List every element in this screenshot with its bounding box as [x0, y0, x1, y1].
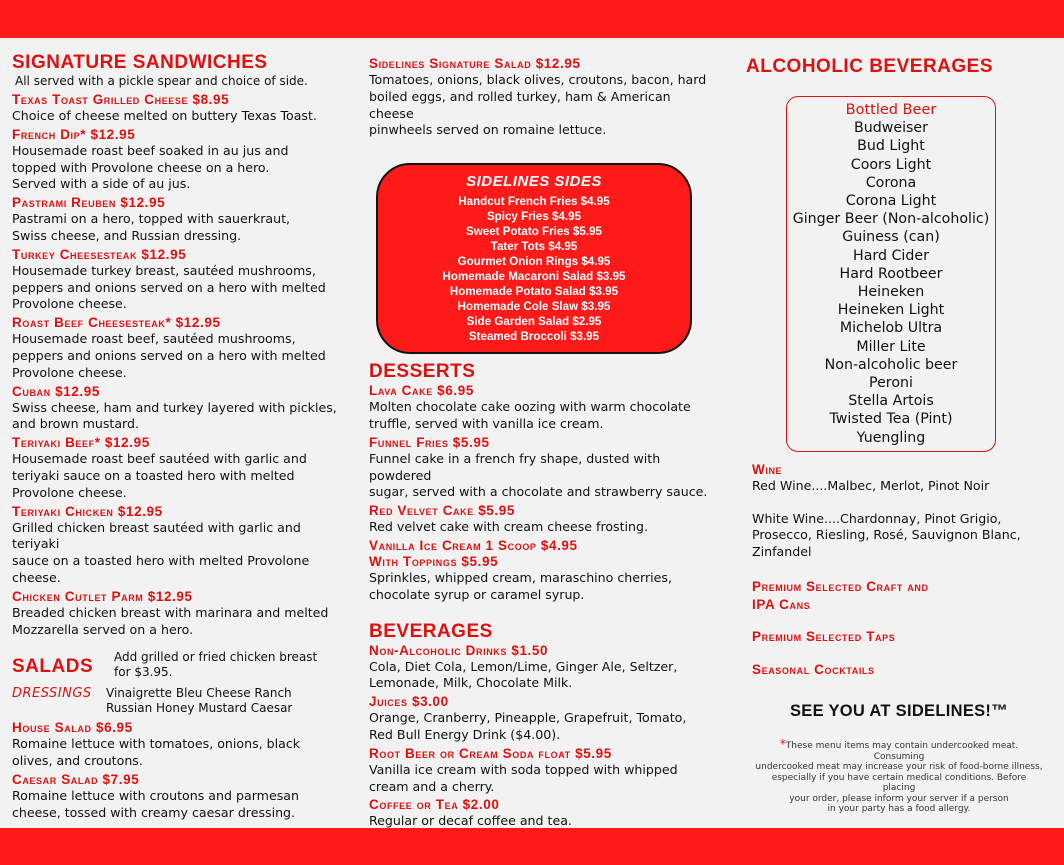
- beer-item: Corona: [865, 174, 917, 191]
- menu-item-desc: Breaded chicken breast with marinara and melted: [12, 604, 329, 620]
- disclaimer-line: These menu items may contain undercooked meat. Consuming: [785, 741, 1019, 762]
- menu-item-desc: topped with Provolone cheese on a hero.: [12, 159, 270, 175]
- sandwiches-subtitle: All served with a pickle spear and choice of side.: [15, 74, 308, 88]
- salads-header: [12, 650, 352, 680]
- menu-item-name: Chicken Cutlet Parm $12.95: [12, 588, 193, 604]
- beer-item: Corona Light: [845, 193, 937, 210]
- side-item: Steamed Broccoli $3.95: [468, 330, 600, 344]
- selected-taps: Premium Selected Taps: [752, 629, 896, 645]
- menu-item: [369, 797, 719, 830]
- sides-box: [376, 163, 692, 354]
- sandwich-list: [12, 92, 352, 638]
- side-item: Homemade Cole Slaw $3.95: [457, 300, 611, 314]
- beer-item: Budweiser: [854, 120, 928, 137]
- beer-item: Bud Light: [857, 138, 925, 155]
- salads-addon-line: for $3.95.: [114, 665, 173, 680]
- seasonal-cocktails: Seasonal Cocktails: [752, 662, 875, 678]
- menu-item-desc: olives, and croutons.: [12, 753, 143, 769]
- menu-item-name: Caesar Salad $7.95: [12, 771, 140, 787]
- text-line: Premium Selected Craft and: [752, 579, 929, 595]
- menu-item-desc: truffle, served with vanilla ice cream.: [369, 415, 604, 431]
- menu-item-desc: Funnel cake in a french fry shape, dusted with powdered: [369, 450, 661, 483]
- disclaimer-line: especially if you have certain medical conditions. Before placing: [771, 772, 1027, 794]
- beer-item: Heineken Light: [837, 302, 945, 319]
- menu-item-name: Funnel Fries $5.95: [369, 434, 490, 450]
- menu-item-desc: Housemade roast beef soaked in au jus and: [12, 142, 289, 158]
- side-item: Homemade Potato Salad $3.95: [449, 285, 619, 299]
- menu-item-desc: Served with a side of au jus.: [12, 176, 191, 192]
- beverages-title: BEVERAGES: [369, 620, 493, 642]
- menu-item-name: Pastrami Reuben $12.95: [12, 195, 166, 211]
- menu-item-desc: Vanilla ice cream with soda topped with whipped: [369, 761, 678, 777]
- menu-item: [12, 92, 352, 125]
- side-item: Tater Tots $4.95: [490, 240, 578, 254]
- menu-item-desc: sauce on a toasted hero with melted Provolone cheese.: [12, 553, 310, 585]
- beer-item: Yuengling: [856, 429, 926, 446]
- disclaimer-line: in your party has a food allergy.: [827, 804, 971, 815]
- beer-item: Ginger Beer (Non-alcoholic): [792, 211, 990, 228]
- white-wine: [752, 511, 1044, 561]
- menu-item-desc: Housemade roast beef, sautéed mushrooms,: [12, 331, 296, 347]
- text-line: White Wine....Chardonnay, Pinot Grigio,: [752, 510, 1002, 526]
- menu-item-desc: Sprinkles, whipped cream, maraschino cherries,: [369, 569, 672, 585]
- side-item: Handcut French Fries $4.95: [458, 195, 610, 209]
- menu-item: [12, 435, 352, 501]
- menu-item: [12, 504, 352, 587]
- dressings-line: Vinaigrette Bleu Cheese Ranch: [106, 686, 292, 701]
- menu-item-desc: peppers and onions served on a hero with melted: [12, 347, 326, 363]
- text-line: boiled eggs, and rolled turkey, ham & American cheese: [369, 88, 671, 121]
- menu-item-name: Juices $3.00: [369, 694, 449, 710]
- disclaimer-star: *: [779, 737, 786, 752]
- dressings-line: Russian Honey Mustard Caesar: [106, 701, 293, 716]
- text-line: Zinfandel: [752, 544, 812, 560]
- side-item: Gourmet Onion Rings $4.95: [457, 255, 611, 269]
- disclaimer-line-first: [754, 739, 1044, 762]
- side-item: Side Garden Salad $2.95: [466, 315, 602, 329]
- salads-title: SALADS: [12, 656, 94, 678]
- menu-item-desc: and brown mustard.: [12, 416, 140, 432]
- text-line: Prosecco, Riesling, Rosé, Sauvignon Blanc,: [752, 527, 1021, 543]
- side-item: Homemade Macaroni Salad $3.95: [442, 270, 626, 284]
- menu-item: [12, 720, 352, 770]
- menu-item: [369, 538, 719, 604]
- menu-item: [369, 694, 719, 744]
- beer-item: Coors Light: [850, 156, 932, 173]
- menu-item-desc: Red velvet cake with cream cheese frosting.: [369, 519, 649, 535]
- menu-item-desc: Housemade turkey breast, sautéed mushrooms,: [12, 262, 316, 278]
- craft-cans: [752, 578, 1044, 614]
- menu-item-desc: teriyaki sauce on a toasted hero with melted: [12, 467, 295, 483]
- dessert-list: [369, 383, 719, 603]
- menu-item-name: Root Beer or Cream Soda float $5.95: [369, 745, 612, 761]
- disclaimer: [754, 739, 1044, 815]
- salads-addon-line: Add grilled or fried chicken breast: [114, 650, 318, 665]
- menu-item-name: Cuban $12.95: [12, 383, 100, 399]
- beverage-list: [369, 643, 719, 831]
- menu-item-desc: Romaine lettuce with croutons and parmesan: [12, 787, 299, 803]
- disclaimer-line: undercooked meat may increase your risk of food-borne illness,: [755, 762, 1043, 773]
- menu-item: [12, 195, 352, 245]
- signature-salad-desc: [369, 72, 719, 139]
- menu-item-desc: peppers and onions served on a hero with melted: [12, 279, 326, 295]
- beer-item: Heineken: [857, 284, 925, 301]
- beer-item: Hard Rootbeer: [839, 265, 943, 282]
- menu-item-desc: Swiss cheese, ham and turkey layered with pickles,: [12, 399, 337, 415]
- side-item: Sweet Potato Fries $5.95: [466, 225, 602, 239]
- beer-item: Hard Cider: [853, 247, 929, 264]
- bottled-beer-title: Bottled Beer: [845, 102, 937, 118]
- column-middle: [369, 56, 719, 830]
- wine-title: Wine: [752, 461, 783, 477]
- beer-item: Miller Lite: [856, 338, 926, 355]
- menu-item-desc: Pastrami on a hero, topped with sauerkraut,: [12, 211, 291, 227]
- menu-item: [369, 383, 719, 433]
- menu-item-name: Lava Cake $6.95: [369, 383, 474, 399]
- menu-item: [369, 643, 719, 693]
- menu-item-name: Teriyaki Chicken $12.95: [12, 503, 163, 519]
- menu-item-name: House Salad $6.95: [12, 720, 133, 736]
- menu-item: [12, 772, 352, 822]
- menu-item-name: Teriyaki Beef* $12.95: [12, 435, 150, 451]
- tagline: SEE YOU AT SIDELINES!™: [789, 702, 1009, 721]
- beer-list: [787, 119, 995, 447]
- menu-item-name: French Dip* $12.95: [12, 126, 136, 142]
- menu-item-desc: Provolone cheese.: [12, 484, 127, 500]
- signature-salad-name: Sidelines Signature Salad $12.95: [369, 56, 581, 71]
- alcohol-title: ALCOHOLIC BEVERAGES: [746, 56, 994, 77]
- menu-item-desc: Provolone cheese.: [12, 364, 127, 380]
- disclaimer-rest: [754, 762, 1044, 815]
- menu-item-desc: Romaine lettuce with tomatoes, onions, black: [12, 736, 301, 752]
- dressings-list: [106, 686, 292, 716]
- column-right: [744, 56, 1044, 815]
- menu-item-desc: Provolone cheese.: [12, 296, 127, 312]
- menu-item-name: Vanilla Ice Cream 1 Scoop $4.95: [369, 537, 578, 553]
- menu-item-desc: cream and a cherry.: [369, 778, 495, 794]
- menu-item-desc: Molten chocolate cake oozing with warm chocolate: [369, 399, 691, 415]
- menu-item: [12, 127, 352, 193]
- beer-item: Peroni: [869, 375, 913, 392]
- column-left: [12, 52, 352, 822]
- beer-item: Guiness (can): [842, 229, 940, 246]
- menu-item-desc: chocolate syrup or caramel syrup.: [369, 586, 585, 602]
- text-line: Tomatoes, onions, black olives, croutons, bacon, hard: [369, 72, 707, 87]
- menu-item-name: With Toppings $5.95: [369, 553, 499, 569]
- menu-item: [12, 589, 352, 639]
- menu-item: [12, 384, 352, 434]
- menu-item: [369, 503, 719, 536]
- menu-item-name: Coffee or Tea $2.00: [369, 797, 500, 813]
- dressings-label: DRESSINGS: [12, 686, 92, 702]
- menu-item-desc: Choice of cheese melted on buttery Texas Toast.: [12, 108, 317, 123]
- menu-item-desc: Orange, Cranberry, Pineapple, Grapefruit, Tomato,: [369, 710, 687, 726]
- bottled-beer-box: [786, 96, 996, 452]
- beer-item: Non-alcoholic beer: [824, 356, 958, 373]
- top-red-bar: [0, 0, 1064, 38]
- menu-item-desc: Housemade roast beef sautéed with garlic and: [12, 451, 307, 467]
- menu-item-desc: Lemonade, Milk, Chocolate Milk.: [369, 675, 573, 691]
- beer-item: Michelob Ultra: [839, 320, 943, 337]
- beer-item: Twisted Tea (Pint): [829, 411, 953, 428]
- disclaimer-line: your order, please inform your server if a person: [789, 793, 1009, 804]
- bottom-red-bar: [0, 828, 1064, 865]
- beer-item: Stella Artois: [848, 393, 934, 410]
- menu-item-desc: Mozzarella served on a hero.: [12, 621, 194, 637]
- menu-item-desc: cheese, tossed with creamy caesar dressing.: [12, 804, 296, 820]
- sandwiches-title: SIGNATURE SANDWICHES: [12, 52, 268, 73]
- wine-section: [752, 462, 1044, 678]
- sides-title: SIDELINES SIDES: [466, 173, 602, 191]
- menu-item-name: Roast Beef Cheesesteak* $12.95: [12, 315, 221, 331]
- menu-item-desc: Grilled chicken breast sautéed with garlic and teriyaki: [12, 519, 301, 552]
- menu-item: [12, 247, 352, 313]
- text-line: pinwheels served on romaine lettuce.: [369, 122, 607, 138]
- red-wine: Red Wine....Malbec, Merlot, Pinot Noir: [752, 477, 990, 493]
- menu-item-desc: Swiss cheese, and Russian dressing.: [12, 227, 242, 243]
- menu-item-name: Red Velvet Cake $5.95: [369, 503, 515, 519]
- menu-item: [369, 746, 719, 796]
- menu-item: [369, 435, 719, 501]
- menu-item-name: Turkey Cheesesteak $12.95: [12, 246, 187, 262]
- menu-item-desc: Regular or decaf coffee and tea.: [369, 813, 572, 829]
- side-item: Spicy Fries $4.95: [486, 210, 582, 224]
- menu-item-name: Texas Toast Grilled Cheese $8.95: [12, 92, 230, 107]
- salad-list: [12, 720, 352, 821]
- desserts-title: DESSERTS: [369, 361, 476, 383]
- menu-item-name: Non-Alcoholic Drinks $1.50: [369, 642, 549, 658]
- salads-addon: [114, 650, 317, 680]
- sides-list: [378, 194, 690, 344]
- menu-item-desc: Red Bull Energy Drink ($4.00).: [369, 726, 561, 742]
- menu-item-desc: Cola, Diet Cola, Lemon/Lime, Ginger Ale, Seltzer,: [369, 658, 678, 674]
- menu-item-desc: sugar, served with a chocolate and strawberry sauce.: [369, 484, 708, 500]
- menu-item: [12, 315, 352, 381]
- text-line: IPA Cans: [752, 597, 811, 613]
- dressings-row: [12, 686, 352, 716]
